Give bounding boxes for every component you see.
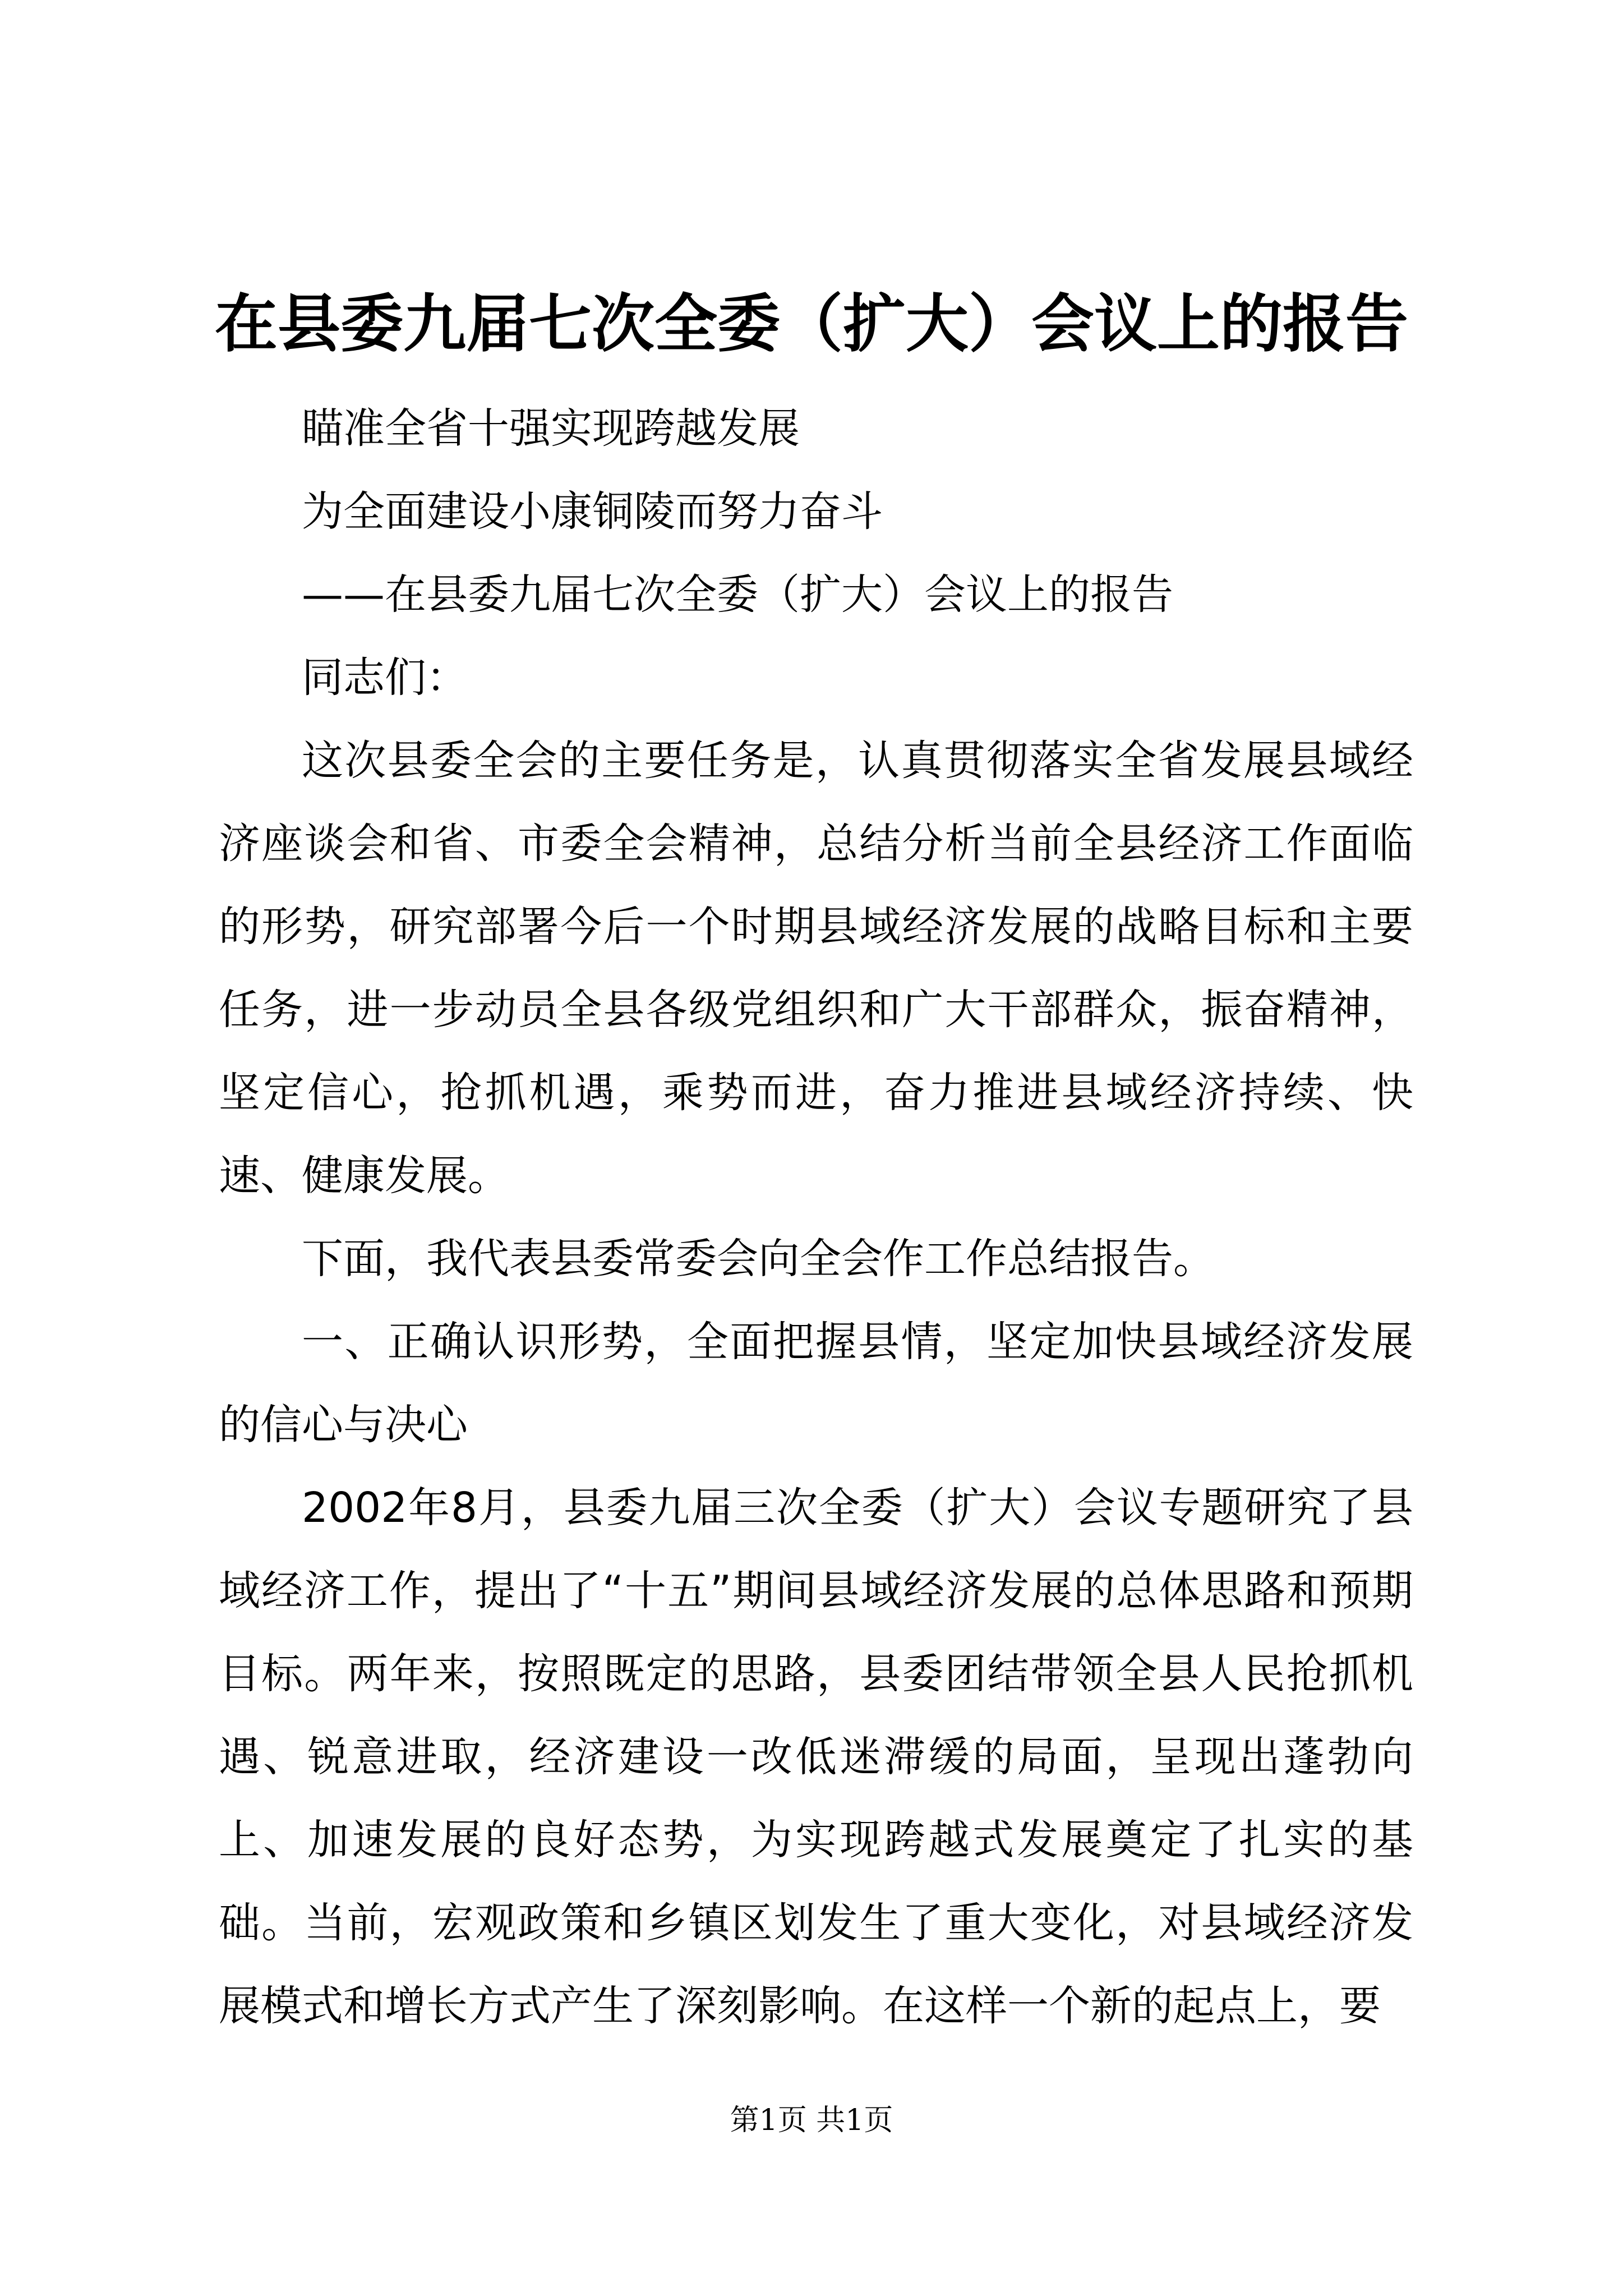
paragraph-body-2: 下面，我代表县委常委会向全会作工作总结报告。 <box>302 1235 1215 1283</box>
paragraph-subtitle-3: ——在县委九届七次全委（扩大）会议上的报告 <box>302 570 1173 619</box>
paragraph-salutation: 同志们： <box>302 654 468 702</box>
paragraph-subtitle-1: 瞄准全省十强实现跨越发展 <box>302 404 800 453</box>
page-footer: 第1页 共1页 <box>730 2104 893 2137</box>
paragraph-body-1: 这次县委全会的主要任务是，认真贯彻落实全省发展县域经济座谈会和省、市委全会精神，总结分析当前全县经济工作面临的形势，研究部署今后一个时期县域经济发展的战略目标和主要任务，进一步动员全县各级党组织和广大干部群众，振奋精神，坚定信心，抢抓机遇，乘势而进，奋力推进县域经济持续、快速、健康发展。 <box>219 737 1413 1200</box>
document-body <box>219 387 1413 2047</box>
paragraph-section-heading: 一、正确认识形势，全面把握县情，坚定加快县域经济发展的信心与决心 <box>219 1318 1413 1449</box>
document-title: 在县委九届七次全委（扩大）会议上的报告 <box>215 287 1408 361</box>
paragraph-subtitle-2: 为全面建设小康铜陵而努力奋斗 <box>302 487 883 536</box>
paragraph-body-3: 2002年8月，县委九届三次全委（扩大）会议专题研究了县域经济工作，提出了“十五”期间县域经济发展的总体思路和预期目标。两年来，按照既定的思路，县委团结带领全县人民抢抓机遇、锐意进取，经济建设一改低迷滞缓的局面，呈现出蓬勃向上、加速发展的良好态势，为实现跨越式发展奠定了扎实的基础。当前，宏观政策和乡镇区划发生了重大变化，对县域经济发展模式和增长方式产生了深刻影响。在这样一个新的起点上，要 <box>219 1484 1413 2030</box>
